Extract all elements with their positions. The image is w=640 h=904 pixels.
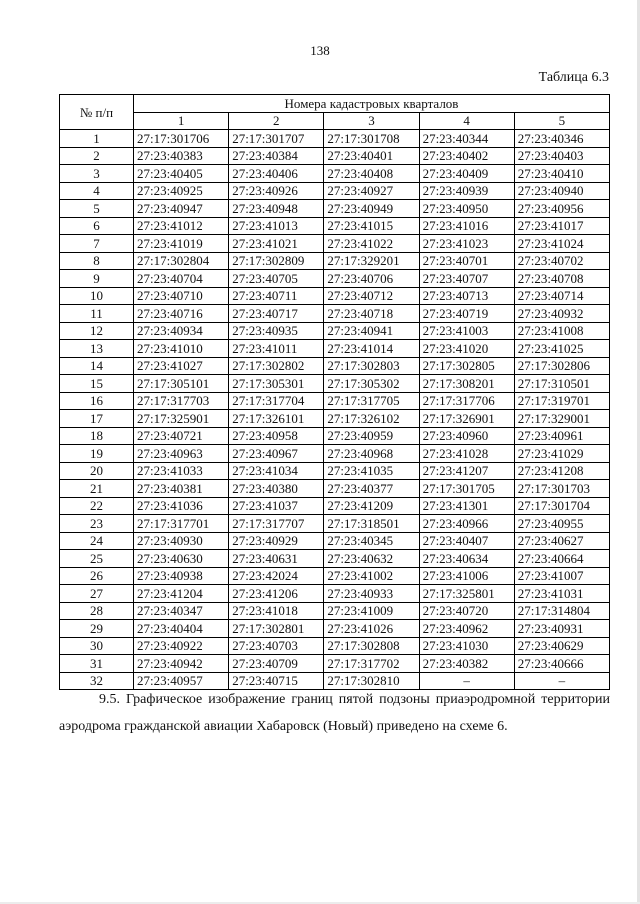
cadastral-number-cell: 27:23:40383: [134, 147, 229, 165]
cadastral-number-cell: 27:23:40927: [324, 182, 419, 200]
table-row: [60, 375, 610, 393]
cadastral-number-cell: 27:23:40934: [134, 322, 229, 340]
table-row: [60, 357, 610, 375]
cadastral-number-cell: 27:23:40664: [514, 550, 609, 568]
cadastral-number-cell: 27:17:326101: [229, 410, 324, 428]
cadastral-number-cell: 27:23:40404: [134, 620, 229, 638]
cadastral-number-cell: 27:17:302810: [324, 672, 419, 690]
row-number-cell: 9: [60, 270, 134, 288]
table-caption: Таблица 6.3: [538, 70, 609, 85]
cadastral-number-cell: 27:23:41033: [134, 462, 229, 480]
cadastral-number-cell: 27:23:40714: [514, 287, 609, 305]
table-row: [60, 445, 610, 463]
cadastral-number-cell: 27:23:41018: [229, 602, 324, 620]
cadastral-number-cell: 27:23:40966: [419, 515, 514, 533]
cadastral-number-cell: 27:23:40377: [324, 480, 419, 498]
row-number-cell: 16: [60, 392, 134, 410]
row-number-cell: 22: [60, 497, 134, 515]
table-row: [60, 130, 610, 148]
cadastral-number-cell: 27:23:40717: [229, 305, 324, 323]
row-number-cell: 7: [60, 235, 134, 253]
cadastral-number-cell: 27:23:40666: [514, 655, 609, 673]
cadastral-number-cell: 27:23:41012: [134, 217, 229, 235]
cadastral-number-cell: 27:23:40947: [134, 200, 229, 218]
cadastral-number-cell: 27:23:41002: [324, 567, 419, 585]
cadastral-number-cell: 27:23:41014: [324, 340, 419, 358]
table-row: [60, 235, 610, 253]
cadastral-number-cell: 27:23:40932: [514, 305, 609, 323]
cadastral-number-cell: 27:23:41015: [324, 217, 419, 235]
row-number-cell: 23: [60, 515, 134, 533]
cadastral-number-cell: 27:23:40719: [419, 305, 514, 323]
cadastral-number-cell: 27:23:41011: [229, 340, 324, 358]
table-row: [60, 427, 610, 445]
paragraph-text: 9.5. Графическое изображение границ пятой подзоны приаэродромной территории аэродрома гражданской авиации Хабаровск (Новый) приведено на схеме 6.: [59, 692, 610, 734]
cadastral-number-cell: 27:17:302808: [324, 637, 419, 655]
cadastral-number-cell: 27:17:305302: [324, 375, 419, 393]
cadastral-number-cell: 27:17:302809: [229, 252, 324, 270]
column-number: 4: [419, 112, 514, 130]
row-number-cell: 17: [60, 410, 134, 428]
cadastral-number-cell: 27:23:40344: [419, 130, 514, 148]
cadastral-number-cell: 27:17:301708: [324, 130, 419, 148]
cadastral-quarters-table: [59, 94, 610, 690]
cadastral-number-cell: 27:23:41301: [419, 497, 514, 515]
cadastral-number-cell: 27:23:40631: [229, 550, 324, 568]
cadastral-number-cell: 27:17:308201: [419, 375, 514, 393]
cadastral-number-cell: 27:23:40712: [324, 287, 419, 305]
cadastral-number-cell: 27:23:40715: [229, 672, 324, 690]
column-number: 2: [229, 112, 324, 130]
cadastral-number-cell: 27:23:41023: [419, 235, 514, 253]
table-row: [60, 410, 610, 428]
header-row-number: № п/п: [60, 95, 134, 130]
cadastral-number-cell: 27:23:40961: [514, 427, 609, 445]
cadastral-number-cell: 27:23:40703: [229, 637, 324, 655]
row-number-cell: 32: [60, 672, 134, 690]
table-row: [60, 252, 610, 270]
table-row: [60, 340, 610, 358]
table-row: [60, 217, 610, 235]
cadastral-number-cell: 27:23:40384: [229, 147, 324, 165]
table-row: [60, 620, 610, 638]
cadastral-number-cell: 27:23:40948: [229, 200, 324, 218]
cadastral-number-cell: 27:17:325901: [134, 410, 229, 428]
cadastral-number-cell: 27:23:40957: [134, 672, 229, 690]
cadastral-number-cell: 27:17:319701: [514, 392, 609, 410]
cadastral-number-cell: 27:17:301707: [229, 130, 324, 148]
cadastral-number-cell: 27:23:41028: [419, 445, 514, 463]
row-number-cell: 5: [60, 200, 134, 218]
header-column-group: Номера кадастровых кварталов: [134, 95, 610, 113]
cadastral-number-cell: 27:17:317705: [324, 392, 419, 410]
cadastral-number-cell: 27:23:40382: [419, 655, 514, 673]
cadastral-number-cell: 27:17:329201: [324, 252, 419, 270]
row-number-cell: 13: [60, 340, 134, 358]
cadastral-number-cell: 27:23:41009: [324, 602, 419, 620]
cadastral-number-cell: 27:23:41034: [229, 462, 324, 480]
cadastral-number-cell: 27:17:302804: [134, 252, 229, 270]
row-number-cell: 19: [60, 445, 134, 463]
cadastral-number-cell: 27:23:40940: [514, 182, 609, 200]
cadastral-number-cell: 27:17:325801: [419, 585, 514, 603]
cadastral-number-cell: 27:23:40931: [514, 620, 609, 638]
cadastral-number-cell: 27:17:302802: [229, 357, 324, 375]
cadastral-number-cell: 27:23:41006: [419, 567, 514, 585]
cadastral-number-cell: –: [419, 672, 514, 690]
cadastral-number-cell: 27:23:40713: [419, 287, 514, 305]
table-row: [60, 515, 610, 533]
cadastral-number-cell: 27:17:329001: [514, 410, 609, 428]
cadastral-number-cell: 27:23:40956: [514, 200, 609, 218]
row-number-cell: 18: [60, 427, 134, 445]
column-number: 1: [134, 112, 229, 130]
table-row: [60, 480, 610, 498]
row-number-cell: 10: [60, 287, 134, 305]
table-row: [60, 462, 610, 480]
cadastral-number-cell: 27:23:40710: [134, 287, 229, 305]
cadastral-number-cell: 27:17:318501: [324, 515, 419, 533]
table-row: [60, 497, 610, 515]
cadastral-number-cell: 27:23:40702: [514, 252, 609, 270]
table-row: [60, 305, 610, 323]
cadastral-number-cell: 27:23:40632: [324, 550, 419, 568]
cadastral-number-cell: 27:23:41036: [134, 497, 229, 515]
row-number-cell: 4: [60, 182, 134, 200]
cadastral-number-cell: 27:23:41021: [229, 235, 324, 253]
cadastral-number-cell: 27:23:40922: [134, 637, 229, 655]
page-number: 138: [310, 43, 330, 58]
row-number-cell: 30: [60, 637, 134, 655]
cadastral-number-cell: 27:23:40716: [134, 305, 229, 323]
cadastral-number-cell: 27:17:301705: [419, 480, 514, 498]
cadastral-number-cell: 27:23:40929: [229, 532, 324, 550]
cadastral-number-cell: 27:23:41008: [514, 322, 609, 340]
cadastral-number-cell: 27:17:314804: [514, 602, 609, 620]
table-row: [60, 392, 610, 410]
cadastral-number-cell: 27:23:41003: [419, 322, 514, 340]
cadastral-number-cell: 27:23:40634: [419, 550, 514, 568]
cadastral-number-cell: 27:23:41037: [229, 497, 324, 515]
table-row: [60, 655, 610, 673]
cadastral-number-cell: 27:23:41207: [419, 462, 514, 480]
cadastral-number-cell: 27:23:41204: [134, 585, 229, 603]
cadastral-number-cell: 27:17:310501: [514, 375, 609, 393]
row-number-cell: 21: [60, 480, 134, 498]
cadastral-number-cell: 27:23:40942: [134, 655, 229, 673]
cadastral-number-cell: 27:23:40720: [419, 602, 514, 620]
cadastral-number-cell: 27:17:317703: [134, 392, 229, 410]
section-paragraph: [59, 686, 610, 740]
table-row: [60, 602, 610, 620]
row-number-cell: 6: [60, 217, 134, 235]
cadastral-number-cell: 27:23:40968: [324, 445, 419, 463]
table-row: [60, 567, 610, 585]
cadastral-number-cell: 27:23:41206: [229, 585, 324, 603]
cadastral-number-cell: 27:23:40950: [419, 200, 514, 218]
cadastral-number-cell: 27:23:40938: [134, 567, 229, 585]
row-number-cell: 25: [60, 550, 134, 568]
cadastral-number-cell: 27:17:302801: [229, 620, 324, 638]
cadastral-number-cell: 27:23:40408: [324, 165, 419, 183]
cadastral-number-cell: 27:23:40627: [514, 532, 609, 550]
cadastral-number-cell: 27:23:40958: [229, 427, 324, 445]
row-number-cell: 11: [60, 305, 134, 323]
cadastral-number-cell: 27:23:40967: [229, 445, 324, 463]
cadastral-number-cell: 27:23:40401: [324, 147, 419, 165]
column-number: 5: [514, 112, 609, 130]
cadastral-number-cell: 27:23:40705: [229, 270, 324, 288]
cadastral-number-cell: 27:23:40935: [229, 322, 324, 340]
cadastral-number-cell: 27:23:40380: [229, 480, 324, 498]
cadastral-number-cell: 27:23:40407: [419, 532, 514, 550]
table-column-number-row: [60, 112, 610, 130]
table-body: [60, 130, 610, 690]
cadastral-number-cell: 27:23:40406: [229, 165, 324, 183]
cadastral-number-cell: 27:23:40402: [419, 147, 514, 165]
table-row: [60, 182, 610, 200]
row-number-cell: 1: [60, 130, 134, 148]
cadastral-number-cell: 27:23:41022: [324, 235, 419, 253]
cadastral-number-cell: 27:23:40926: [229, 182, 324, 200]
column-number: 3: [324, 112, 419, 130]
cadastral-number-cell: 27:23:40630: [134, 550, 229, 568]
cadastral-number-cell: 27:23:40925: [134, 182, 229, 200]
cadastral-number-cell: 27:23:40949: [324, 200, 419, 218]
cadastral-number-cell: 27:23:41007: [514, 567, 609, 585]
table-row: [60, 637, 610, 655]
cadastral-number-cell: 27:23:40963: [134, 445, 229, 463]
cadastral-number-cell: 27:23:40962: [419, 620, 514, 638]
cadastral-number-cell: 27:23:40707: [419, 270, 514, 288]
cadastral-number-cell: 27:17:317706: [419, 392, 514, 410]
cadastral-number-cell: 27:23:40381: [134, 480, 229, 498]
cadastral-number-cell: 27:23:40718: [324, 305, 419, 323]
cadastral-number-cell: 27:23:40939: [419, 182, 514, 200]
cadastral-number-cell: 27:23:41209: [324, 497, 419, 515]
cadastral-number-cell: 27:17:317704: [229, 392, 324, 410]
cadastral-number-cell: 27:17:302805: [419, 357, 514, 375]
table-row: [60, 532, 610, 550]
cadastral-number-cell: 27:17:326901: [419, 410, 514, 428]
cadastral-number-cell: 27:23:41027: [134, 357, 229, 375]
cadastral-number-cell: 27:23:41025: [514, 340, 609, 358]
table-row: [60, 322, 610, 340]
cadastral-number-cell: 27:23:40955: [514, 515, 609, 533]
row-number-cell: 28: [60, 602, 134, 620]
cadastral-number-cell: 27:23:41029: [514, 445, 609, 463]
cadastral-number-cell: 27:23:40410: [514, 165, 609, 183]
cadastral-number-cell: 27:23:41035: [324, 462, 419, 480]
row-number-cell: 26: [60, 567, 134, 585]
row-number-cell: 20: [60, 462, 134, 480]
cadastral-number-cell: 27:23:40721: [134, 427, 229, 445]
table-row: [60, 165, 610, 183]
table-header-row: [60, 95, 610, 113]
cadastral-number-cell: 27:23:41019: [134, 235, 229, 253]
cadastral-number-cell: 27:23:41016: [419, 217, 514, 235]
cadastral-number-cell: 27:17:317702: [324, 655, 419, 673]
cadastral-number-cell: 27:23:40960: [419, 427, 514, 445]
cadastral-number-cell: 27:17:302806: [514, 357, 609, 375]
row-number-cell: 27: [60, 585, 134, 603]
cadastral-number-cell: 27:23:40941: [324, 322, 419, 340]
cadastral-number-cell: 27:23:40409: [419, 165, 514, 183]
cadastral-number-cell: 27:23:40704: [134, 270, 229, 288]
cadastral-number-cell: 27:23:40629: [514, 637, 609, 655]
cadastral-number-cell: 27:23:40405: [134, 165, 229, 183]
cadastral-number-cell: 27:23:40709: [229, 655, 324, 673]
cadastral-number-cell: 27:23:40708: [514, 270, 609, 288]
table-row: [60, 200, 610, 218]
cadastral-number-cell: 27:17:326102: [324, 410, 419, 428]
cadastral-number-cell: 27:17:301704: [514, 497, 609, 515]
row-number-cell: 31: [60, 655, 134, 673]
cadastral-number-cell: 27:23:41030: [419, 637, 514, 655]
cadastral-number-cell: 27:23:41024: [514, 235, 609, 253]
row-number-cell: 29: [60, 620, 134, 638]
table-row: [60, 585, 610, 603]
cadastral-number-cell: 27:23:41013: [229, 217, 324, 235]
row-number-cell: 2: [60, 147, 134, 165]
row-number-cell: 15: [60, 375, 134, 393]
cadastral-number-cell: 27:23:41017: [514, 217, 609, 235]
cadastral-number-cell: 27:17:302803: [324, 357, 419, 375]
row-number-cell: 12: [60, 322, 134, 340]
cadastral-number-cell: 27:23:41208: [514, 462, 609, 480]
cadastral-number-cell: 27:23:41031: [514, 585, 609, 603]
cadastral-number-cell: 27:17:301703: [514, 480, 609, 498]
cadastral-number-cell: 27:17:317707: [229, 515, 324, 533]
row-number-cell: 8: [60, 252, 134, 270]
cadastral-number-cell: 27:23:40711: [229, 287, 324, 305]
cadastral-number-cell: 27:23:40345: [324, 532, 419, 550]
cadastral-number-cell: 27:17:305101: [134, 375, 229, 393]
cadastral-number-cell: 27:23:40403: [514, 147, 609, 165]
cadastral-number-cell: 27:23:41010: [134, 340, 229, 358]
cadastral-number-cell: 27:23:40933: [324, 585, 419, 603]
cadastral-number-cell: 27:23:40706: [324, 270, 419, 288]
cadastral-number-cell: 27:23:40347: [134, 602, 229, 620]
table-row: [60, 147, 610, 165]
table-row: [60, 270, 610, 288]
cadastral-number-cell: –: [514, 672, 609, 690]
row-number-cell: 3: [60, 165, 134, 183]
cadastral-number-cell: 27:23:40959: [324, 427, 419, 445]
cadastral-number-cell: 27:23:40701: [419, 252, 514, 270]
cadastral-number-cell: 27:23:40346: [514, 130, 609, 148]
row-number-cell: 14: [60, 357, 134, 375]
cadastral-number-cell: 27:23:41020: [419, 340, 514, 358]
table-row: [60, 550, 610, 568]
cadastral-number-cell: 27:23:40930: [134, 532, 229, 550]
cadastral-number-cell: 27:23:42024: [229, 567, 324, 585]
cadastral-number-cell: 27:17:317701: [134, 515, 229, 533]
cadastral-number-cell: 27:17:305301: [229, 375, 324, 393]
cadastral-number-cell: 27:23:41026: [324, 620, 419, 638]
row-number-cell: 24: [60, 532, 134, 550]
table-row: [60, 287, 610, 305]
cadastral-number-cell: 27:17:301706: [134, 130, 229, 148]
